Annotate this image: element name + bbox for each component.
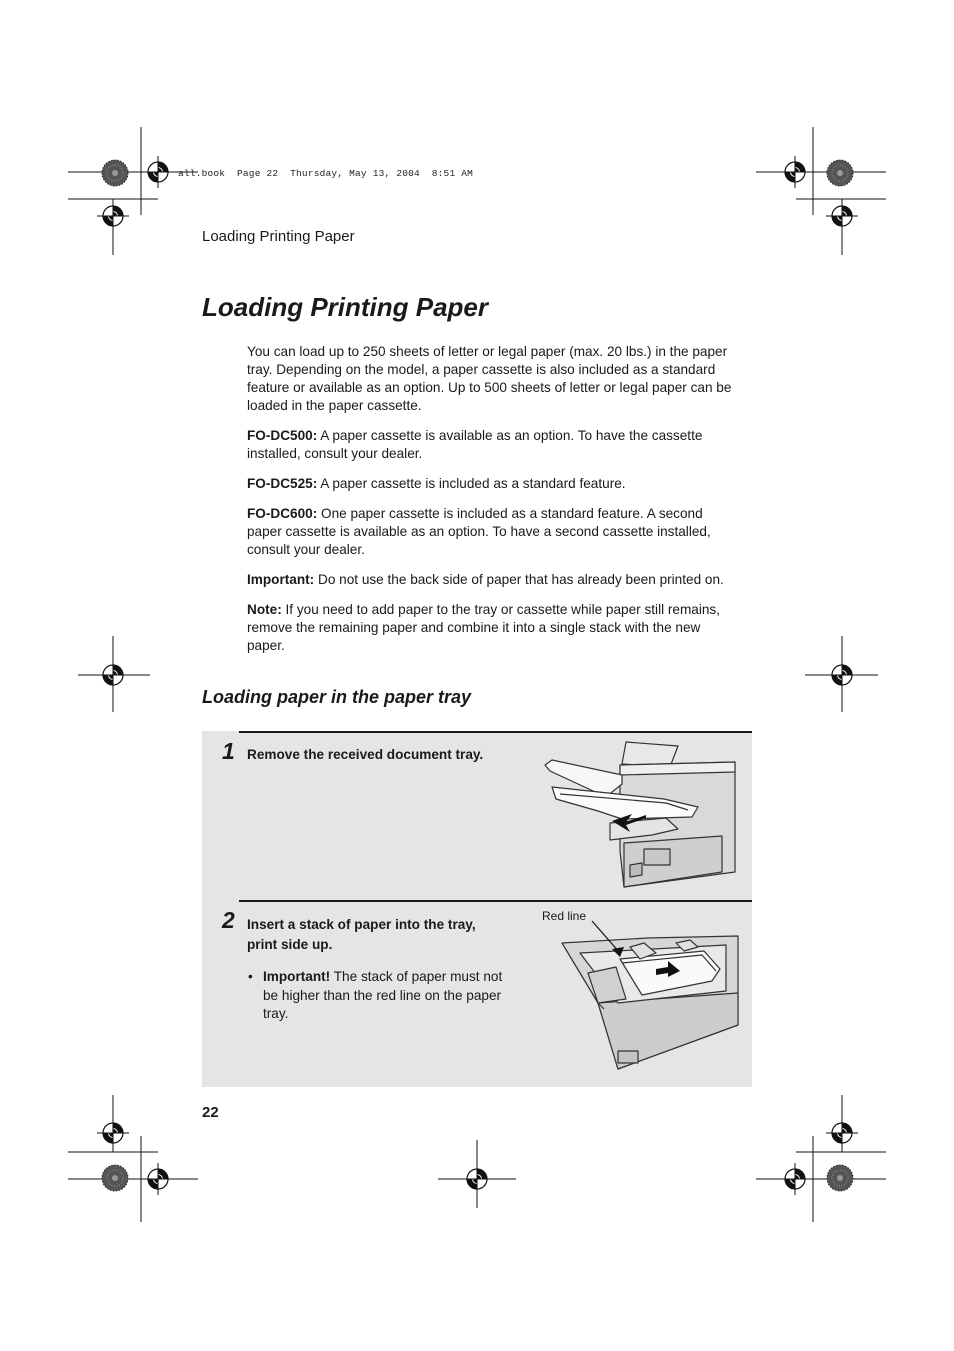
model-fo-dc600 bbox=[247, 505, 739, 559]
red-line-callout: Red line bbox=[542, 909, 587, 923]
bullet-content bbox=[263, 968, 518, 1024]
section-subtitle: Loading paper in the paper tray bbox=[202, 687, 472, 707]
model-description: One paper cassette is included as a standard feature. A second paper cassette is available as an option. To have a second cassette installed, consult your dealer. bbox=[247, 506, 711, 557]
model-label: FO-DC500: bbox=[247, 428, 318, 443]
step-1-text: Remove the received document tray. bbox=[247, 747, 484, 762]
steps-panel bbox=[202, 731, 752, 1087]
bullet-text: The stack of paper must not be higher than the red line on the paper tray. bbox=[263, 969, 503, 1021]
bullet-symbol: • bbox=[248, 969, 253, 984]
important-paragraph bbox=[247, 571, 739, 589]
model-fo-dc525 bbox=[247, 475, 739, 493]
print-slug: all.book Page 22 Thursday, May 13, 2004 8:51 AM bbox=[178, 168, 474, 179]
note-label: Note: bbox=[247, 602, 282, 617]
important-text: Do not use the back side of paper that has already been printed on. bbox=[314, 572, 724, 587]
page-title: Loading Printing Paper bbox=[202, 292, 489, 322]
step-1-number: 1 bbox=[222, 738, 235, 764]
body-text bbox=[247, 343, 739, 667]
step-2-number: 2 bbox=[222, 907, 235, 933]
insert-paper-illustration bbox=[558, 907, 744, 1073]
model-label: FO-DC600: bbox=[247, 506, 318, 521]
note-text: If you need to add paper to the tray or cassette while paper still remains, remove the remaining paper and combine it into a single stack with the new paper. bbox=[247, 602, 721, 653]
running-head: Loading Printing Paper bbox=[202, 228, 355, 245]
step-1-rule bbox=[239, 731, 752, 733]
step-2-text: Insert a stack of paper into the tray, print side up. bbox=[247, 917, 476, 952]
page-number: 22 bbox=[202, 1104, 219, 1121]
model-label: FO-DC525: bbox=[247, 476, 318, 491]
model-description: A paper cassette is included as a standard feature. bbox=[317, 476, 626, 491]
model-fo-dc500 bbox=[247, 427, 739, 463]
step-2-bullet bbox=[248, 968, 518, 1024]
important-label: Important: bbox=[247, 572, 315, 587]
note-paragraph bbox=[247, 601, 739, 655]
intro-paragraph: You can load up to 250 sheets of letter or legal paper (max. 20 lbs.) in the paper tray. Depending on the model, a paper cassette is also included as a standard feature or available as an option. Up to 500 sheets of letter or legal paper can be loaded in the paper cassette. bbox=[247, 344, 732, 413]
model-description: A paper cassette is available as an option. To have the cassette installed, consult your dealer. bbox=[247, 428, 703, 461]
step-2-rule bbox=[239, 900, 752, 902]
remove-tray-illustration bbox=[542, 739, 742, 891]
bullet-label: Important! bbox=[263, 969, 331, 984]
